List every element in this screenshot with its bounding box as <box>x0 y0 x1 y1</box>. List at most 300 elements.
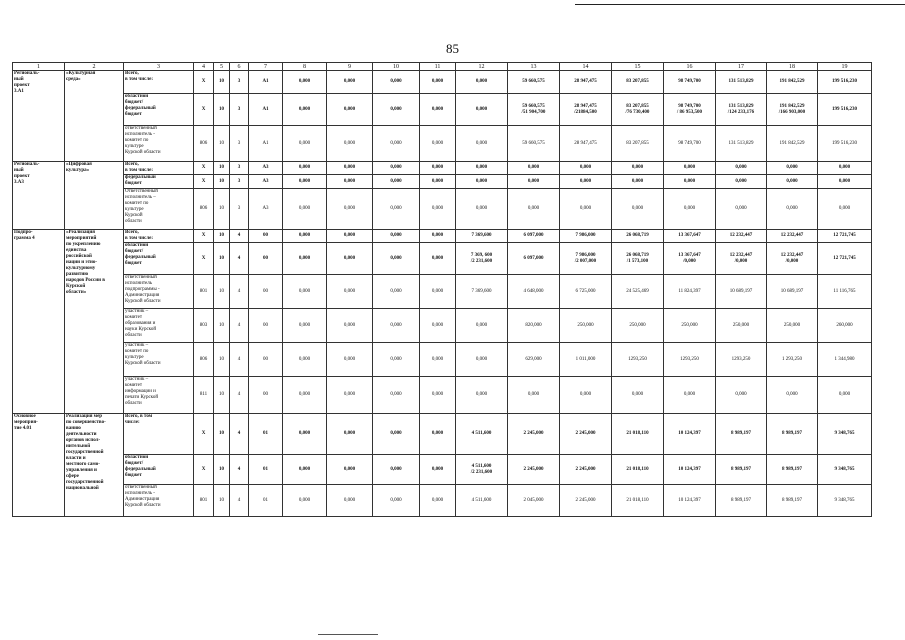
value-cell: 00 <box>249 377 283 414</box>
table-row <box>13 230 872 243</box>
source-cell: федеральный бюджет <box>124 175 194 189</box>
value-cell: 7 986,000 <box>560 230 612 243</box>
value-cell: 12 232,447 /0,000 <box>716 243 767 275</box>
value-cell: 28 947,475 <box>560 126 612 162</box>
value-cell: 0,000 <box>560 189 612 230</box>
value-cell: 9 348,765 <box>818 485 872 517</box>
header-cell: 4 <box>194 63 214 71</box>
table-row <box>13 455 872 485</box>
value-cell: 3 <box>230 162 249 175</box>
value-cell: 0,000 <box>818 162 872 175</box>
value-cell: 0,000 <box>373 189 420 230</box>
value-cell: 00 <box>249 230 283 243</box>
value-cell: 199 516,230 <box>818 71 872 94</box>
value-cell: 0,000 <box>327 71 373 94</box>
value-cell: 12 232,447 <box>716 230 767 243</box>
value-cell: 0,000 <box>283 230 327 243</box>
value-cell: 2 245,000 <box>560 485 612 517</box>
header-cell: 5 <box>214 63 230 71</box>
header-cell: 16 <box>664 63 716 71</box>
value-cell: 801 <box>194 275 214 309</box>
value-cell: 0,000 <box>508 377 560 414</box>
value-cell: 11 116,765 <box>818 275 872 309</box>
value-cell: 250,000 <box>664 309 716 343</box>
page-number: 85 <box>446 41 459 56</box>
value-cell: 0,000 <box>327 455 373 485</box>
value-cell: 10 <box>214 189 230 230</box>
value-cell: 0,000 <box>373 455 420 485</box>
value-cell: 83 207,855 <box>612 126 664 162</box>
value-cell: 0,000 <box>373 175 420 189</box>
source-cell: ответственный исполнитель подпрограммы - Администрация Курской области <box>124 275 194 309</box>
value-cell: 629,000 <box>508 343 560 377</box>
value-cell: 820,000 <box>508 309 560 343</box>
value-cell: 83 207,855 /76 730,400 <box>612 94 664 126</box>
value-cell: X <box>194 230 214 243</box>
value-cell: 0,000 <box>508 175 560 189</box>
table-row <box>13 485 872 517</box>
value-cell: 7 986,000 /2 007,000 <box>560 243 612 275</box>
value-cell: X <box>194 455 214 485</box>
header-cell: 15 <box>612 63 664 71</box>
value-cell: 00 <box>249 243 283 275</box>
value-cell: 4 <box>230 230 249 243</box>
value-cell: 0,000 <box>327 309 373 343</box>
value-cell: 0,000 <box>420 126 456 162</box>
value-cell: 1293,250 <box>716 343 767 377</box>
value-cell: 4 511,600 <box>456 414 508 455</box>
header-cell: 2 <box>65 63 124 71</box>
value-cell: 21 018,110 <box>612 455 664 485</box>
value-cell: 250,000 <box>612 309 664 343</box>
value-cell: 8 989,197 <box>767 414 818 455</box>
bottom-rule <box>318 634 378 635</box>
table-row <box>13 377 872 414</box>
value-cell: 0,000 <box>283 343 327 377</box>
value-cell: 7 369,600 <box>456 230 508 243</box>
value-cell: 0,000 <box>283 275 327 309</box>
program-name-cell: «Культурная среда» <box>65 71 124 162</box>
value-cell: 0,000 <box>283 126 327 162</box>
table-row <box>13 189 872 230</box>
value-cell: 0,000 <box>283 309 327 343</box>
source-cell: Всего, в том числе: <box>124 71 194 94</box>
value-cell: 0,000 <box>664 162 716 175</box>
value-cell: 00 <box>249 309 283 343</box>
value-cell: 0,000 <box>612 162 664 175</box>
value-cell: 199 516,230 <box>818 126 872 162</box>
value-cell: 0,000 <box>327 94 373 126</box>
value-cell: 3 <box>230 71 249 94</box>
header-cell: 11 <box>420 63 456 71</box>
value-cell: 1293,250 <box>612 343 664 377</box>
value-cell: 0,000 <box>327 189 373 230</box>
value-cell: 0,000 <box>456 71 508 94</box>
source-cell: участник – комитет информации и печати Курской области <box>124 377 194 414</box>
value-cell: 13 367,647 <box>664 230 716 243</box>
value-cell: 0,000 <box>373 377 420 414</box>
value-cell: 98 749,700 <box>664 126 716 162</box>
value-cell: 0,000 <box>456 377 508 414</box>
value-cell: 10 <box>214 71 230 94</box>
source-cell: ответственный исполнитель - комитет по культуре Курской области <box>124 126 194 162</box>
header-cell: 8 <box>283 63 327 71</box>
value-cell: 811 <box>194 377 214 414</box>
value-cell: 4 <box>230 309 249 343</box>
source-cell: областной бюджет/ федеральный бюджет <box>124 455 194 485</box>
value-cell: 3 <box>230 189 249 230</box>
value-cell: 3 <box>230 175 249 189</box>
value-cell: 803 <box>194 309 214 343</box>
value-cell: 0,000 <box>420 243 456 275</box>
value-cell: 3 <box>230 126 249 162</box>
value-cell: 0,000 <box>327 243 373 275</box>
value-cell: 0,000 <box>373 162 420 175</box>
value-cell: 0,000 <box>560 162 612 175</box>
value-cell: 01 <box>249 414 283 455</box>
value-cell: 0,000 <box>327 126 373 162</box>
value-cell: 2 245,000 <box>560 455 612 485</box>
value-cell: 1 293,250 <box>767 343 818 377</box>
value-cell: 0,000 <box>327 175 373 189</box>
header-cell: 9 <box>327 63 373 71</box>
value-cell: 12 721,745 <box>818 243 872 275</box>
value-cell: 21 018,110 <box>612 414 664 455</box>
value-cell: 0,000 <box>373 126 420 162</box>
value-cell: 4 <box>230 414 249 455</box>
value-cell: 10 689,197 <box>767 275 818 309</box>
value-cell: 191 842,529 <box>767 71 818 94</box>
value-cell: 0,000 <box>767 189 818 230</box>
value-cell: 2 045,000 <box>508 485 560 517</box>
value-cell: X <box>194 162 214 175</box>
value-cell: 801 <box>194 485 214 517</box>
value-cell: 1 011,000 <box>560 343 612 377</box>
value-cell: 24 525,469 <box>612 275 664 309</box>
value-cell: 4 <box>230 343 249 377</box>
value-cell: 0,000 <box>283 71 327 94</box>
value-cell: X <box>194 243 214 275</box>
header-cell: 3 <box>124 63 194 71</box>
source-cell: Всего, в том числе: <box>124 414 194 455</box>
value-cell: 4 <box>230 377 249 414</box>
value-cell: 9 348,765 <box>818 414 872 455</box>
value-cell: 0,000 <box>283 162 327 175</box>
value-cell: 8 989,197 <box>716 485 767 517</box>
value-cell: 21 018,110 <box>612 485 664 517</box>
table-row <box>13 71 872 94</box>
value-cell: 131 513,829 <box>716 126 767 162</box>
value-cell: 01 <box>249 485 283 517</box>
value-cell: 0,000 <box>373 243 420 275</box>
value-cell: X <box>194 414 214 455</box>
value-cell: A3 <box>249 162 283 175</box>
value-cell: 0,000 <box>767 162 818 175</box>
value-cell: 0,000 <box>767 175 818 189</box>
value-cell: 250,000 <box>716 309 767 343</box>
value-cell: A1 <box>249 126 283 162</box>
value-cell: 00 <box>249 343 283 377</box>
program-name-cell: «Реализация мероприятий по укреплению единства российской нации и этно- культурному развитию народов России в Курской области» <box>65 230 124 414</box>
value-cell: 98 749,700 <box>664 71 716 94</box>
value-cell: 59 660,575 <box>508 71 560 94</box>
program-name-cell: «Цифровая культура» <box>65 162 124 230</box>
value-cell: 10 124,397 <box>664 485 716 517</box>
value-cell: 0,000 <box>283 189 327 230</box>
value-cell: 98 749,700 / 86 953,500 <box>664 94 716 126</box>
header-cell: 14 <box>560 63 612 71</box>
value-cell: A1 <box>249 71 283 94</box>
value-cell: 12 721,745 <box>818 230 872 243</box>
value-cell: 0,000 <box>420 414 456 455</box>
value-cell: 0,000 <box>767 377 818 414</box>
value-cell: 0,000 <box>327 162 373 175</box>
value-cell: 131 513,829 /124 233,176 <box>716 94 767 126</box>
value-cell: 0,000 <box>508 189 560 230</box>
table-row <box>13 243 872 275</box>
value-cell: A3 <box>249 175 283 189</box>
value-cell: 191 842,529 <box>767 126 818 162</box>
value-cell: 6 097,000 <box>508 243 560 275</box>
value-cell: 806 <box>194 343 214 377</box>
header-cell: 7 <box>249 63 283 71</box>
value-cell: 83 207,855 <box>612 71 664 94</box>
value-cell: 0,000 <box>612 175 664 189</box>
value-cell: 250,000 <box>560 309 612 343</box>
value-cell: 0,000 <box>456 309 508 343</box>
value-cell: 0,000 <box>373 275 420 309</box>
value-cell: 28 947,475 /21884,500 <box>560 94 612 126</box>
value-cell: 0,000 <box>283 455 327 485</box>
value-cell: 260,000 <box>818 309 872 343</box>
value-cell: 2 245,000 <box>560 414 612 455</box>
value-cell: 4 <box>230 275 249 309</box>
value-cell: A3 <box>249 189 283 230</box>
value-cell: 10 <box>214 243 230 275</box>
value-cell: 12 232,447 <box>767 230 818 243</box>
value-cell: 0,000 <box>373 485 420 517</box>
value-cell: 0,000 <box>664 175 716 189</box>
value-cell: 0,000 <box>456 175 508 189</box>
value-cell: A1 <box>249 94 283 126</box>
value-cell: 0,000 <box>420 230 456 243</box>
value-cell: 10 <box>214 309 230 343</box>
value-cell: 00 <box>249 275 283 309</box>
header-row <box>13 63 872 71</box>
top-rule <box>575 4 905 5</box>
value-cell: 0,000 <box>612 377 664 414</box>
value-cell: 131 513,829 <box>716 71 767 94</box>
value-cell: 2 245,000 <box>508 414 560 455</box>
table-row <box>13 175 872 189</box>
value-cell: 0,000 <box>327 485 373 517</box>
value-cell: 0,000 <box>420 275 456 309</box>
value-cell: 10 <box>214 343 230 377</box>
value-cell: 3 <box>230 94 249 126</box>
value-cell: 806 <box>194 189 214 230</box>
value-cell: 0,000 <box>508 162 560 175</box>
value-cell: 1293,250 <box>664 343 716 377</box>
value-cell: 8 989,197 <box>767 485 818 517</box>
header-cell: 6 <box>230 63 249 71</box>
value-cell: 10 <box>214 175 230 189</box>
value-cell: 0,000 <box>283 243 327 275</box>
value-cell: 59 660,575 /51 904,700 <box>508 94 560 126</box>
value-cell: 8 989,197 <box>716 455 767 485</box>
value-cell: 10 <box>214 275 230 309</box>
value-cell: 0,000 <box>456 94 508 126</box>
value-cell: 0,000 <box>283 94 327 126</box>
value-cell: 13 367,647 /0,000 <box>664 243 716 275</box>
value-cell: 0,000 <box>456 162 508 175</box>
value-cell: 0,000 <box>456 189 508 230</box>
value-cell: 0,000 <box>327 377 373 414</box>
table-row <box>13 343 872 377</box>
header-cell: 19 <box>818 63 872 71</box>
value-cell: 0,000 <box>283 414 327 455</box>
table-row <box>13 126 872 162</box>
value-cell: 12 232,447 /0,000 <box>767 243 818 275</box>
value-cell: 2 245,000 <box>508 455 560 485</box>
value-cell: 7 369, 600 /2 231,600 <box>456 243 508 275</box>
table-row <box>13 414 872 455</box>
table-row <box>13 162 872 175</box>
value-cell: 0,000 <box>420 71 456 94</box>
source-cell: областной бюджет/ федеральный бюджет <box>124 94 194 126</box>
value-cell: 26 068,719 <box>612 230 664 243</box>
value-cell: 1 344,980 <box>818 343 872 377</box>
value-cell: 0,000 <box>420 377 456 414</box>
value-cell: 26 068,719 /1 573,100 <box>612 243 664 275</box>
value-cell: 01 <box>249 455 283 485</box>
value-cell: 0,000 <box>716 175 767 189</box>
program-code-cell: Основное мероприя- тие 4.01 <box>13 414 65 517</box>
value-cell: 0,000 <box>818 377 872 414</box>
value-cell: 10 689,197 <box>716 275 767 309</box>
value-cell: 10 124,397 <box>664 455 716 485</box>
value-cell: 0,000 <box>373 71 420 94</box>
value-cell: 0,000 <box>373 94 420 126</box>
source-cell: участник – комитет образования и науки Курской области <box>124 309 194 343</box>
value-cell: 806 <box>194 126 214 162</box>
value-cell: 0,000 <box>818 189 872 230</box>
value-cell: 4 648,000 <box>508 275 560 309</box>
value-cell: 0,000 <box>612 189 664 230</box>
program-code-cell: Региональ- ный проект 3.А3 <box>13 162 65 230</box>
table-row <box>13 94 872 126</box>
value-cell: 0,000 <box>420 309 456 343</box>
value-cell: 10 <box>214 126 230 162</box>
value-cell: 0,000 <box>560 175 612 189</box>
source-cell: Ответственный исполнитель – комитет по культуре Курской области <box>124 189 194 230</box>
value-cell: 11 824,397 <box>664 275 716 309</box>
value-cell: 0,000 <box>420 175 456 189</box>
value-cell: 8 989,197 <box>716 414 767 455</box>
header-cell: 12 <box>456 63 508 71</box>
value-cell: 10 <box>214 94 230 126</box>
budget-table <box>12 62 872 517</box>
value-cell: 8 989,197 <box>767 455 818 485</box>
value-cell: 0,000 <box>420 162 456 175</box>
table-row <box>13 309 872 343</box>
value-cell: X <box>194 175 214 189</box>
header-cell: 10 <box>373 63 420 71</box>
value-cell: 0,000 <box>327 230 373 243</box>
value-cell: 0,000 <box>283 175 327 189</box>
value-cell: X <box>194 94 214 126</box>
value-cell: 0,000 <box>664 377 716 414</box>
value-cell: 10 <box>214 377 230 414</box>
value-cell: 10 <box>214 414 230 455</box>
value-cell: 0,000 <box>327 343 373 377</box>
value-cell: 0,000 <box>456 126 508 162</box>
source-cell: областной бюджет/ федеральный бюджет <box>124 243 194 275</box>
value-cell: 0,000 <box>420 343 456 377</box>
value-cell: 10 <box>214 485 230 517</box>
program-name-cell: Реализация мер по совершенство- ванию деятельности органов испол- нительной государственной власти и местного само- управления и сфере государственной национальной <box>65 414 124 517</box>
value-cell: 0,000 <box>373 230 420 243</box>
value-cell: 59 660,575 <box>508 126 560 162</box>
value-cell: 191 842,529 /166 903,000 <box>767 94 818 126</box>
value-cell: 0,000 <box>420 455 456 485</box>
value-cell: 0,000 <box>327 275 373 309</box>
source-cell: участник – комитет по культуре Курской области <box>124 343 194 377</box>
source-cell: Всего, в том числе: <box>124 162 194 175</box>
value-cell: 4 511,600 <box>456 485 508 517</box>
value-cell: 10 <box>214 162 230 175</box>
value-cell: 6 097,000 <box>508 230 560 243</box>
value-cell: 28 947,475 <box>560 71 612 94</box>
value-cell: 0,000 <box>283 485 327 517</box>
value-cell: 0,000 <box>420 485 456 517</box>
header-cell: 17 <box>716 63 767 71</box>
value-cell: 250,000 <box>767 309 818 343</box>
source-cell: Всего, в том числе: <box>124 230 194 243</box>
value-cell: 0,000 <box>716 162 767 175</box>
value-cell: 7 369,600 <box>456 275 508 309</box>
value-cell: 0,000 <box>716 189 767 230</box>
header-cell: 13 <box>508 63 560 71</box>
value-cell: 0,000 <box>664 189 716 230</box>
value-cell: 10 124,397 <box>664 414 716 455</box>
value-cell: 4 <box>230 485 249 517</box>
program-code-cell: Подпро- грамма 4 <box>13 230 65 414</box>
program-code-cell: Региональ- ный проект 3.А1 <box>13 71 65 162</box>
value-cell: 199 516,230 <box>818 94 872 126</box>
value-cell: 4 511,600 /2 231,600 <box>456 455 508 485</box>
value-cell: 0,000 <box>420 189 456 230</box>
value-cell: 10 <box>214 455 230 485</box>
value-cell: 4 <box>230 243 249 275</box>
value-cell: 0,000 <box>818 175 872 189</box>
table-row <box>13 275 872 309</box>
value-cell: 0,000 <box>373 343 420 377</box>
value-cell: 0,000 <box>456 343 508 377</box>
header-cell: 1 <box>13 63 65 71</box>
value-cell: 0,000 <box>373 414 420 455</box>
value-cell: 9 348,765 <box>818 455 872 485</box>
value-cell: X <box>194 71 214 94</box>
value-cell: 10 <box>214 230 230 243</box>
value-cell: 0,000 <box>283 377 327 414</box>
header-cell: 18 <box>767 63 818 71</box>
value-cell: 0,000 <box>373 309 420 343</box>
value-cell: 0,000 <box>716 377 767 414</box>
value-cell: 4 <box>230 455 249 485</box>
value-cell: 0,000 <box>420 94 456 126</box>
value-cell: 0,000 <box>327 414 373 455</box>
value-cell: 6 725,000 <box>560 275 612 309</box>
